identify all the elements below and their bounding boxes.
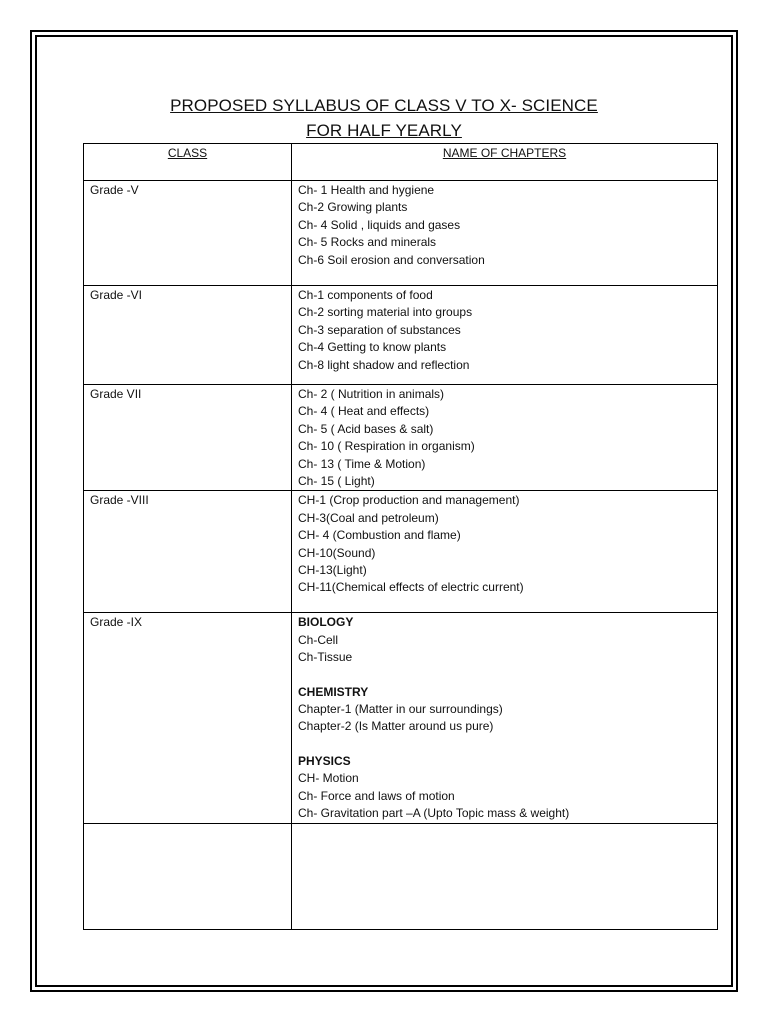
syllabus-table <box>83 143 718 930</box>
chapter-item: Ch-2 sorting material into groups <box>298 305 473 320</box>
chapter-item: Ch-6 Soil erosion and conversation <box>298 252 485 267</box>
chapter-item: Ch- 5 Rocks and minerals <box>298 235 437 250</box>
chapters-cell <box>292 385 718 491</box>
chapter-item: CH-13(Light) <box>298 563 367 578</box>
chapter-item: Ch- 13 ( Time & Motion) <box>298 456 426 471</box>
grade-cell: Grade -VIII <box>84 491 292 613</box>
subject-heading-biology: BIOLOGY <box>298 615 354 630</box>
chapter-item: Ch-1 components of food <box>298 288 433 302</box>
chapter-item: Ch-2 Growing plants <box>298 200 408 215</box>
grade-cell <box>84 823 292 929</box>
table-row-grade-ix <box>84 613 718 823</box>
chapters-cell <box>292 491 718 613</box>
table-row-grade-v <box>84 181 718 286</box>
chapter-item: Ch-3 separation of substances <box>298 322 461 337</box>
grade-cell: Grade VII <box>84 385 292 491</box>
document-title: PROPOSED SYLLABUS OF CLASS V TO X- SCIENCE <box>170 96 598 115</box>
chapter-item: CH-3(Coal and petroleum) <box>298 510 439 525</box>
grade-cell: Grade -VI <box>84 286 292 385</box>
chapter-item: Ch- 1 Health and hygiene <box>298 183 435 197</box>
header-class: CLASS <box>84 144 292 181</box>
chapters-cell <box>292 613 718 823</box>
grade-cell: Grade -IX <box>84 613 292 823</box>
chapter-item: CH-10(Sound) <box>298 545 376 560</box>
chapter-item: Ch- 5 ( Acid bases & salt) <box>298 421 434 436</box>
chapter-item: Ch-4 Getting to know plants <box>298 340 447 355</box>
table-header-row <box>84 144 718 181</box>
chapters-cell <box>292 181 718 286</box>
spacer <box>298 667 711 684</box>
chapter-item: Ch-Tissue <box>298 650 353 665</box>
chapter-item: CH- Motion <box>298 771 359 786</box>
chapter-item: CH- 4 (Combustion and flame) <box>298 528 461 543</box>
document-subtitle: FOR HALF YEARLY <box>306 121 462 140</box>
chapter-item: Ch- Force and laws of motion <box>298 788 455 803</box>
chapters-cell <box>292 286 718 385</box>
subject-heading-chemistry: CHEMISTRY <box>298 684 369 699</box>
chapter-item: CH-11(Chemical effects of electric current) <box>298 580 524 595</box>
chapter-item: CH-1 (Crop production and management) <box>298 493 520 508</box>
chapter-item: Ch- 10 ( Respiration in organism) <box>298 439 475 454</box>
table-row-empty <box>84 823 718 929</box>
chapter-item: Ch- 4 ( Heat and effects) <box>298 404 430 419</box>
chapter-item: Ch- Gravitation part –A (Upto Topic mass & weight) <box>298 806 570 821</box>
chapter-item: Ch-8 light shadow and reflection <box>298 357 470 372</box>
chapter-item: Chapter-1 (Matter in our surroundings) <box>298 702 503 717</box>
grade-cell: Grade -V <box>84 181 292 286</box>
table-row-grade-vii <box>84 385 718 491</box>
header-chapters: NAME OF CHAPTERS <box>292 144 718 181</box>
chapter-item: Ch- 15 ( Light) <box>298 474 375 489</box>
spacer <box>298 736 711 753</box>
subject-heading-physics: PHYSICS <box>298 753 351 768</box>
chapter-item: Ch-Cell <box>298 632 339 647</box>
chapters-cell <box>292 823 718 929</box>
chapter-item: Chapter-2 (Is Matter around us pure) <box>298 719 494 734</box>
table-row-grade-viii <box>84 491 718 613</box>
table-row-grade-vi <box>84 286 718 385</box>
chapter-item: Ch- 4 Solid , liquids and gases <box>298 217 461 232</box>
chapter-item: Ch- 2 ( Nutrition in animals) <box>298 387 445 401</box>
